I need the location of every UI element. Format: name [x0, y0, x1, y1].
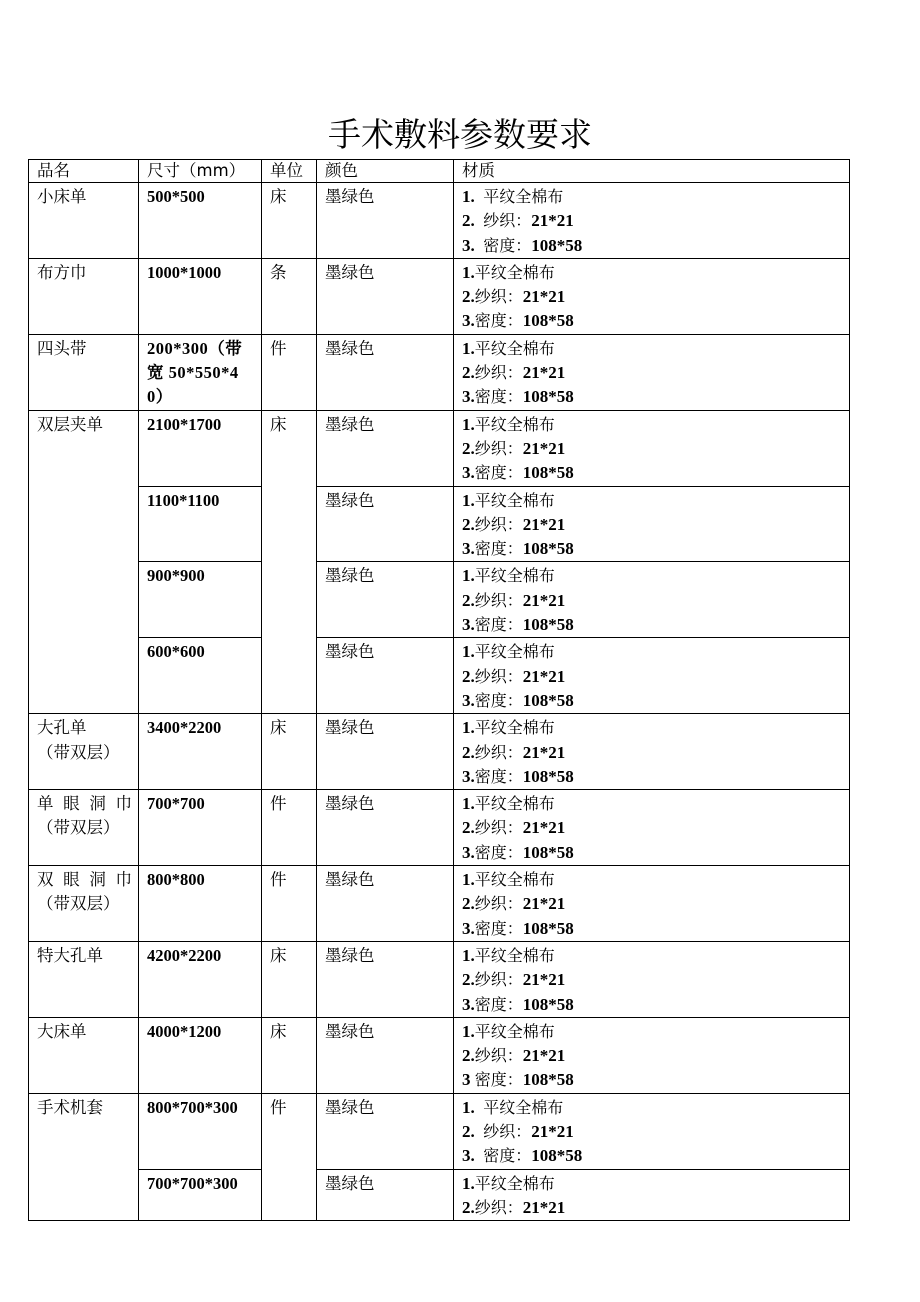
material-label: 平纹全棉布 — [474, 414, 555, 434]
material-number: 3. — [462, 1146, 484, 1166]
material-value: 108*58 — [522, 690, 574, 710]
material-spec-line — [462, 1044, 843, 1068]
material-spec-line — [462, 589, 843, 613]
material-spec-line — [462, 892, 843, 916]
material-label: 平纹全棉布 — [483, 187, 564, 206]
cell-product-name — [29, 258, 139, 334]
cell-color: 墨绿色 — [317, 486, 454, 562]
material-spec-line — [462, 868, 843, 892]
material-spec-line — [462, 792, 843, 816]
material-number: 2. — [462, 818, 475, 838]
product-name-line: （带双层） — [37, 742, 120, 762]
material-value: 21*21 — [522, 1197, 566, 1217]
material-number: 2. — [462, 211, 484, 231]
product-name-line: 小床单 — [37, 187, 87, 206]
cell-material — [454, 410, 850, 486]
material-value: 108*58 — [522, 1070, 574, 1090]
material-number: 2. — [462, 1197, 475, 1217]
material-label: 纱织： — [474, 666, 523, 686]
product-name-line: 双 眼 洞 巾 — [37, 870, 132, 890]
material-number: 2. — [462, 666, 475, 686]
material-spec-line — [462, 489, 843, 513]
material-value: 21*21 — [522, 363, 566, 383]
material-number: 3. — [462, 387, 475, 407]
cell-size: 2100*1700 — [139, 410, 262, 486]
material-spec-line — [462, 413, 843, 437]
material-spec-line — [462, 613, 843, 637]
cell-size: 200*300（带宽 50*550*40） — [139, 334, 262, 410]
material-label: 平纹全棉布 — [474, 490, 555, 510]
material-label: 平纹全棉布 — [474, 1021, 555, 1041]
material-label: 密度： — [474, 918, 523, 938]
material-value: 108*58 — [522, 387, 574, 407]
cell-size: 800*700*300 — [139, 1093, 262, 1169]
table-row — [29, 866, 850, 942]
cell-material — [454, 334, 850, 410]
material-spec-line — [462, 185, 843, 209]
cell-material — [454, 866, 850, 942]
table-row — [29, 790, 850, 866]
material-spec-line — [462, 689, 843, 713]
material-number: 2. — [462, 742, 475, 762]
cell-unit: 床 — [262, 1017, 317, 1093]
cell-product-name — [29, 334, 139, 410]
table-row — [29, 486, 850, 562]
material-label: 平纹全棉布 — [483, 1097, 564, 1117]
header-name: 品名 — [29, 160, 139, 183]
material-spec-line — [462, 944, 843, 968]
material-value: 108*58 — [531, 235, 583, 255]
material-spec-line — [462, 665, 843, 689]
material-number: 1. — [462, 718, 475, 738]
material-number: 2. — [462, 514, 475, 534]
material-spec-line — [462, 461, 843, 485]
material-label: 平纹全棉布 — [474, 870, 555, 890]
material-number: 3. — [462, 235, 484, 255]
material-number: 2. — [462, 363, 475, 383]
material-value: 21*21 — [522, 590, 566, 610]
material-label: 密度： — [474, 311, 523, 331]
material-spec-line — [462, 513, 843, 537]
material-number: 2. — [462, 1121, 484, 1141]
material-number: 1. — [462, 642, 475, 662]
material-number: 2. — [462, 590, 475, 610]
table-row — [29, 1169, 850, 1221]
material-label: 纱织： — [474, 514, 523, 534]
material-value: 21*21 — [531, 1121, 574, 1141]
material-spec-line — [462, 841, 843, 865]
cell-color: 墨绿色 — [317, 1093, 454, 1169]
table-row — [29, 1093, 850, 1169]
product-name-line: 大床单 — [37, 1021, 87, 1041]
material-label: 纱织： — [474, 1046, 523, 1066]
material-spec-line — [462, 537, 843, 561]
material-spec-line — [462, 385, 843, 409]
cell-unit: 床 — [262, 714, 317, 790]
cell-color: 墨绿色 — [317, 638, 454, 714]
material-number: 1. — [462, 1097, 484, 1117]
cell-size: 900*900 — [139, 562, 262, 638]
material-value: 21*21 — [522, 818, 566, 838]
cell-color: 墨绿色 — [317, 410, 454, 486]
material-spec-line — [462, 816, 843, 840]
cell-color: 墨绿色 — [317, 941, 454, 1017]
material-value: 108*58 — [522, 615, 574, 635]
material-number: 2. — [462, 970, 475, 990]
cell-material — [454, 1169, 850, 1221]
product-name-line: 双层夹单 — [37, 414, 103, 434]
cell-color: 墨绿色 — [317, 258, 454, 334]
material-value: 108*58 — [522, 918, 574, 938]
material-spec-line — [462, 1196, 843, 1220]
material-label: 平纹全棉布 — [474, 566, 555, 586]
product-name-line: （带双层） — [37, 894, 120, 914]
cell-color: 墨绿色 — [317, 1169, 454, 1221]
cell-material — [454, 562, 850, 638]
cell-size: 1000*1000 — [139, 258, 262, 334]
table-row — [29, 714, 850, 790]
material-label: 密度： — [483, 1146, 532, 1166]
cell-size: 4000*1200 — [139, 1017, 262, 1093]
table-header-row — [29, 160, 850, 183]
material-number: 1. — [462, 794, 475, 814]
material-value: 108*58 — [522, 463, 574, 483]
material-label: 纱织： — [474, 894, 523, 914]
material-number: 3. — [462, 918, 475, 938]
material-label: 纱织： — [474, 970, 523, 990]
material-spec-line — [462, 1172, 843, 1196]
material-number: 1. — [462, 490, 475, 510]
product-name-line: 四头带 — [37, 338, 87, 358]
material-number: 2. — [462, 287, 475, 307]
material-spec-line — [462, 993, 843, 1017]
material-value: 108*58 — [522, 842, 574, 862]
cell-unit: 床 — [262, 183, 317, 259]
material-value: 108*58 — [522, 766, 574, 786]
header-unit: 单位 — [262, 160, 317, 183]
header-material: 材质 — [454, 160, 850, 183]
cell-unit: 件 — [262, 866, 317, 942]
material-spec-line — [462, 309, 843, 333]
cell-color: 墨绿色 — [317, 866, 454, 942]
material-value: 21*21 — [522, 666, 566, 686]
cell-material — [454, 941, 850, 1017]
product-name-line: 手术机套 — [37, 1097, 103, 1117]
material-value: 108*58 — [531, 1146, 583, 1166]
material-number: 1. — [462, 187, 484, 206]
material-label: 纱织： — [474, 818, 523, 838]
cell-material — [454, 258, 850, 334]
material-number: 3. — [462, 766, 475, 786]
table-row — [29, 183, 850, 259]
material-number: 3. — [462, 690, 475, 710]
product-name-line: 单 眼 洞 巾 — [37, 794, 132, 814]
cell-product-name — [29, 410, 139, 714]
material-label: 密度： — [474, 766, 523, 786]
material-label: 平纹全棉布 — [474, 794, 555, 814]
material-spec-line — [462, 917, 843, 941]
material-number: 1. — [462, 870, 475, 890]
material-spec-line — [462, 1120, 843, 1144]
cell-size: 500*500 — [139, 183, 262, 259]
material-label: 纱织： — [483, 211, 532, 231]
material-spec-line — [462, 564, 843, 588]
material-number: 3. — [462, 842, 475, 862]
material-number: 1. — [462, 338, 475, 358]
material-spec-line — [462, 261, 843, 285]
material-spec-line — [462, 968, 843, 992]
table-row — [29, 410, 850, 486]
cell-size: 700*700 — [139, 790, 262, 866]
material-label: 密度： — [483, 235, 532, 255]
material-number: 1. — [462, 1021, 475, 1041]
table-row — [29, 941, 850, 1017]
table-row — [29, 1017, 850, 1093]
cell-product-name — [29, 866, 139, 942]
material-value: 21*21 — [522, 894, 566, 914]
cell-color: 墨绿色 — [317, 562, 454, 638]
material-label: 平纹全棉布 — [474, 945, 555, 965]
material-number: 3. — [462, 539, 475, 559]
material-spec-line — [462, 765, 843, 789]
cell-material — [454, 1093, 850, 1169]
cell-product-name — [29, 790, 139, 866]
material-value: 108*58 — [522, 994, 574, 1014]
material-value: 21*21 — [531, 211, 574, 231]
material-spec-line — [462, 285, 843, 309]
spec-table — [28, 159, 850, 1221]
cell-material — [454, 714, 850, 790]
material-label: 纱织： — [474, 590, 523, 610]
header-size: 尺寸（mm） — [139, 160, 262, 183]
material-value: 21*21 — [522, 1046, 566, 1066]
material-number: 3 — [462, 1070, 475, 1090]
cell-material — [454, 638, 850, 714]
material-value: 21*21 — [522, 287, 566, 307]
cell-unit: 床 — [262, 941, 317, 1017]
cell-size: 3400*2200 — [139, 714, 262, 790]
material-label: 纱织： — [474, 742, 523, 762]
material-spec-line — [462, 337, 843, 361]
table-row — [29, 258, 850, 334]
product-name-line: 大孔单 — [37, 718, 87, 738]
material-label: 平纹全棉布 — [474, 642, 555, 662]
material-label: 密度： — [474, 690, 523, 710]
table-row — [29, 334, 850, 410]
material-number: 3. — [462, 463, 475, 483]
product-name-line: 特大孔单 — [37, 945, 103, 965]
product-name-line: 布方巾 — [37, 262, 87, 282]
material-spec-line — [462, 1020, 843, 1044]
cell-product-name — [29, 1017, 139, 1093]
cell-product-name — [29, 714, 139, 790]
material-number: 1. — [462, 262, 475, 282]
material-spec-line — [462, 1068, 843, 1092]
material-label: 纱织： — [474, 1197, 523, 1217]
cell-size: 700*700*300 — [139, 1169, 262, 1221]
material-label: 密度： — [474, 615, 523, 635]
material-number: 3. — [462, 994, 475, 1014]
cell-color: 墨绿色 — [317, 183, 454, 259]
material-label: 纱织： — [474, 363, 523, 383]
material-spec-line — [462, 741, 843, 765]
cell-color: 墨绿色 — [317, 334, 454, 410]
material-value: 21*21 — [522, 742, 566, 762]
material-label: 密度： — [474, 842, 523, 862]
material-number: 1. — [462, 566, 475, 586]
material-label: 密度： — [474, 1070, 523, 1090]
material-number: 1. — [462, 1173, 475, 1193]
header-color: 颜色 — [317, 160, 454, 183]
material-label: 平纹全棉布 — [474, 1173, 555, 1193]
material-spec-line — [462, 640, 843, 664]
material-number: 3. — [462, 311, 475, 331]
product-name-line: （带双层） — [37, 818, 120, 838]
material-label: 平纹全棉布 — [474, 718, 555, 738]
material-spec-line — [462, 209, 843, 233]
cell-unit: 床 — [262, 410, 317, 714]
material-value: 108*58 — [522, 539, 574, 559]
cell-size: 800*800 — [139, 866, 262, 942]
cell-material — [454, 790, 850, 866]
cell-color: 墨绿色 — [317, 714, 454, 790]
material-number: 2. — [462, 894, 475, 914]
material-label: 纱织： — [474, 287, 523, 307]
material-spec-line — [462, 1144, 843, 1168]
material-label: 密度： — [474, 994, 523, 1014]
table-row — [29, 562, 850, 638]
cell-material — [454, 486, 850, 562]
material-number: 3. — [462, 615, 475, 635]
material-spec-line — [462, 1096, 843, 1120]
material-label: 密度： — [474, 387, 523, 407]
material-label: 密度： — [474, 463, 523, 483]
material-spec-line — [462, 716, 843, 740]
material-spec-line — [462, 234, 843, 258]
material-spec-line — [462, 437, 843, 461]
material-value: 21*21 — [522, 438, 566, 458]
material-label: 密度： — [474, 539, 523, 559]
cell-size: 600*600 — [139, 638, 262, 714]
material-value: 21*21 — [522, 970, 566, 990]
material-label: 平纹全棉布 — [474, 262, 555, 282]
cell-material — [454, 183, 850, 259]
cell-size: 1100*1100 — [139, 486, 262, 562]
cell-unit: 条 — [262, 258, 317, 334]
material-value: 108*58 — [522, 311, 574, 331]
cell-unit: 件 — [262, 1093, 317, 1220]
cell-material — [454, 1017, 850, 1093]
material-label: 纱织： — [483, 1121, 532, 1141]
material-number: 1. — [462, 414, 475, 434]
cell-color: 墨绿色 — [317, 1017, 454, 1093]
table-row — [29, 638, 850, 714]
material-label: 纱织： — [474, 438, 523, 458]
cell-unit: 件 — [262, 790, 317, 866]
material-value: 21*21 — [522, 514, 566, 534]
cell-color: 墨绿色 — [317, 790, 454, 866]
material-number: 2. — [462, 438, 475, 458]
material-number: 2. — [462, 1046, 475, 1066]
cell-product-name — [29, 941, 139, 1017]
page-title: 手术敷料参数要求 — [328, 115, 592, 154]
material-number: 1. — [462, 945, 475, 965]
cell-unit: 件 — [262, 334, 317, 410]
cell-product-name — [29, 1093, 139, 1220]
cell-size: 4200*2200 — [139, 941, 262, 1017]
cell-product-name — [29, 183, 139, 259]
material-label: 平纹全棉布 — [474, 338, 555, 358]
material-spec-line — [462, 361, 843, 385]
